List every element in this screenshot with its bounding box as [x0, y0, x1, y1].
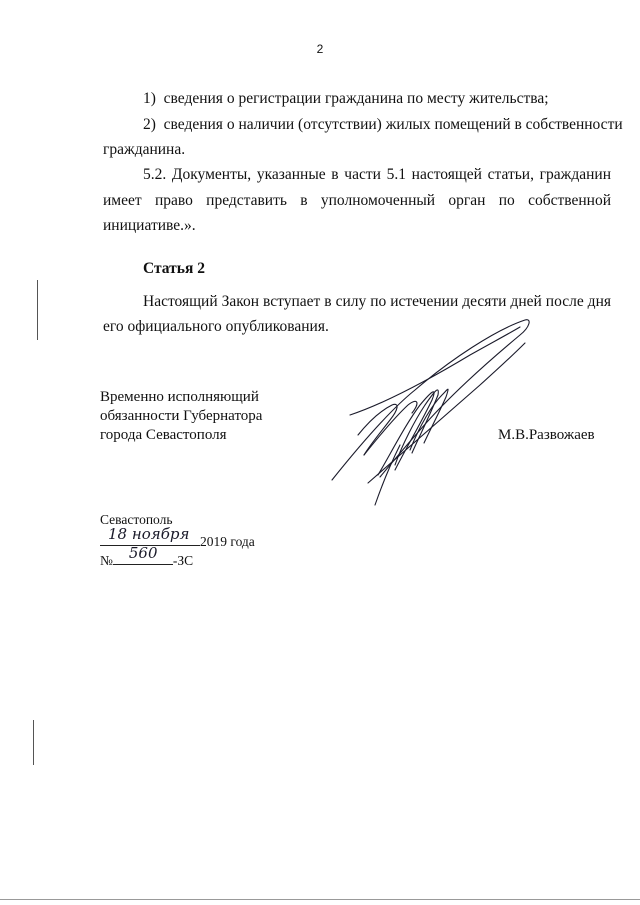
list-item-2: [143, 112, 623, 138]
list-item-number: 1): [143, 90, 156, 107]
list-item-text: сведения о наличии (отсутствии) жилых помещений в собственности: [163, 116, 623, 133]
footer-date-line: [100, 525, 255, 550]
list-item-1: [143, 86, 549, 112]
paragraph-5-2-line-3: инициативе.».: [103, 217, 196, 234]
signatory-position: [100, 388, 262, 445]
handwritten-signature: [320, 305, 540, 515]
article-2-line-2: его официального опубликования.: [103, 318, 329, 335]
scan-edge-mark: [33, 720, 34, 765]
signatory-position-line-1: Временно исполняющий: [100, 389, 259, 405]
paragraph-5-2-line-2: имеет право представить в уполномоченный орган по собственной: [103, 192, 611, 209]
signatory-name: М.В.Развожаев: [498, 427, 595, 443]
footer-number-prefix: №: [100, 553, 113, 568]
paragraph-5-2-line-1: 5.2. Документы, указанные в части 5.1 настоящей статьи, гражданин: [143, 166, 611, 183]
page-number: 2: [316, 42, 324, 56]
scan-edge-mark: [37, 280, 38, 340]
footer-number-suffix: -ЗС: [172, 553, 194, 568]
footer-number-line: [100, 544, 194, 569]
article-2-heading: Статья 2: [143, 260, 205, 277]
signatory-position-line-2: обязанности Губернатора: [100, 408, 263, 424]
scan-bottom-edge: [0, 899, 640, 900]
list-item-number: 2): [143, 116, 156, 133]
footer-date-handwritten: 18 ноября: [108, 525, 190, 543]
list-item-text: сведения о регистрации гражданина по месту жительства;: [163, 90, 549, 107]
footer-city: Севастополь: [100, 512, 173, 527]
signatory-position-line-3: города Севастополя: [100, 427, 227, 443]
number-underline: [113, 544, 173, 565]
footer-number-handwritten: 560: [128, 544, 158, 562]
list-item-2-continuation: гражданина.: [103, 141, 186, 158]
footer-year: 2019 года: [200, 534, 255, 549]
article-2-line-1: Настоящий Закон вступает в силу по истечении десяти дней после дня: [143, 293, 611, 310]
